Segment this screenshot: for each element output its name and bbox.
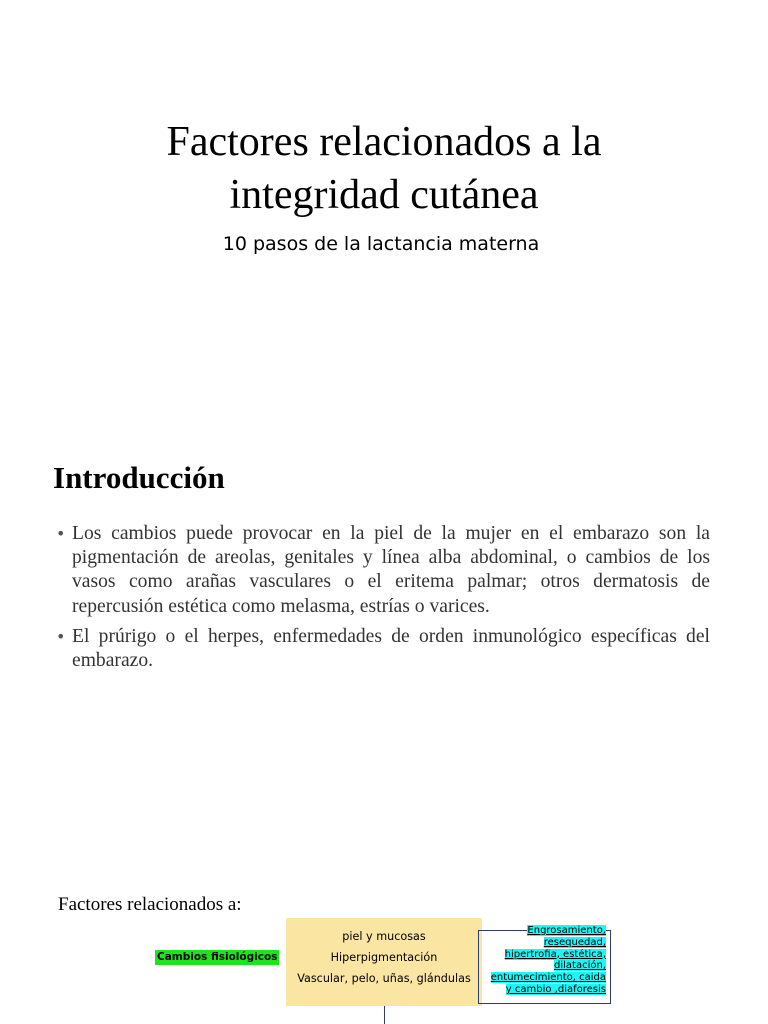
slide-title-line-2: integridad cutánea — [229, 172, 539, 218]
skin-mucosa-box — [286, 918, 482, 1006]
bullet-dot-icon: • — [56, 626, 66, 646]
bullet-item — [56, 522, 710, 619]
box-line-1: piel y mucosas — [342, 930, 426, 943]
physiological-changes-label: Cambios fisiológicos — [157, 951, 278, 963]
changes-detail-list — [466, 925, 606, 996]
detail-line: Engrosamiento, — [527, 925, 606, 936]
connector-line — [384, 1006, 385, 1024]
factors-heading: Factores relacionados a: — [58, 894, 242, 915]
bullet-list — [56, 522, 710, 679]
detail-line: resequedad, — [543, 936, 606, 948]
slide-title-line-1: Factores relacionados a la — [166, 119, 602, 165]
detail-line: dilatación, — [554, 960, 606, 972]
bullet-text: Los cambios puede provocar en la piel de la mujer en el embarazo son la pigmentación de areolas, genitales y línea alba abdominal, o cambios de los vasos como arañas vasculares o el eritema palmar; otros dermatosis de repercusión estética como melasma, estrías o varices. — [72, 523, 710, 617]
bullet-text: El prúrigo o el herpes, enfermedades de orden inmunológico específicas del embarazo. — [72, 625, 710, 672]
slide-subtitle: 10 pasos de la lactancia materna — [222, 233, 540, 255]
title-slide — [0, 0, 768, 430]
detail-line: entumecimiento, caida — [490, 972, 606, 984]
detail-line: hipertrofia, estética, — [504, 948, 606, 960]
box-line-2: Hiperpigmentación — [330, 951, 438, 964]
detail-line: y cambio ,diaforesis — [505, 983, 606, 995]
bullet-dot-icon: • — [56, 524, 66, 543]
introduction-heading: Introducción — [53, 460, 225, 495]
slide-title — [0, 116, 768, 222]
box-line-3: Vascular, pelo, uñas, glándulas — [297, 972, 471, 985]
bullet-item — [56, 625, 710, 673]
